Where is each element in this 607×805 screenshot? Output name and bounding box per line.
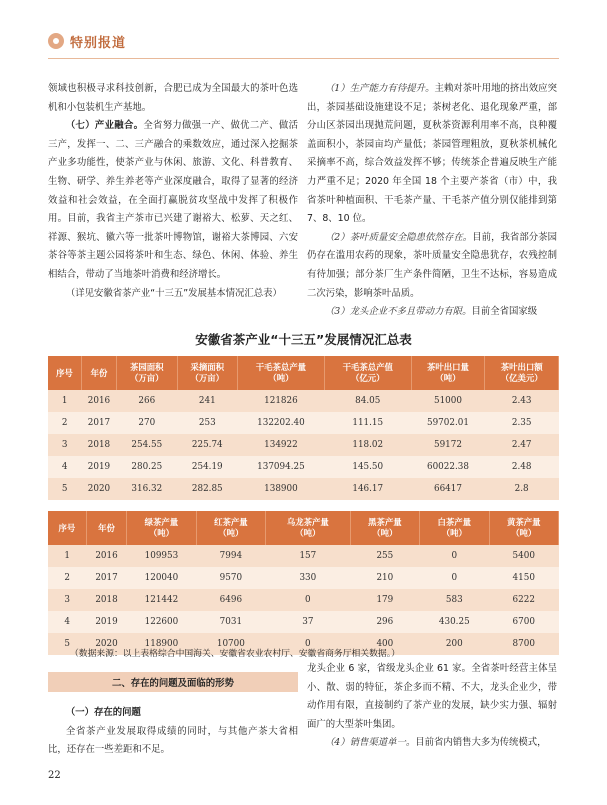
column-header: 茶叶出口额 （亿美元） [485, 356, 559, 390]
table-row [48, 611, 559, 633]
paragraph [307, 303, 557, 322]
table-cell: 7031 [196, 611, 265, 633]
paragraph-lead: （1）生产能力有待提升。 [324, 83, 435, 94]
paragraph [307, 734, 557, 753]
table-cell: 66417 [411, 478, 485, 500]
table-cell: 2020 [86, 633, 126, 655]
data-source-note: （数据来源：以上表格综合中国海关、安徽省农业农村厅、安徽省商务厅相关数据。） [70, 649, 400, 659]
header-divider [48, 58, 559, 59]
table-cell: 37 [266, 611, 351, 633]
table-cell: 0 [420, 567, 489, 589]
table-cell: 9570 [196, 567, 265, 589]
column-header: 序号 [48, 511, 86, 545]
table-cell: 145.50 [324, 456, 411, 478]
table-cell: 266 [117, 390, 177, 412]
table-cell: 316.32 [117, 478, 177, 500]
summary-table-production [48, 356, 559, 500]
table-cell: 296 [350, 611, 419, 633]
column-header: 年份 [86, 511, 126, 545]
table-cell: 0 [420, 545, 489, 567]
table-cell: 2016 [86, 545, 126, 567]
table-cell: 59172 [411, 434, 485, 456]
left-column [48, 80, 298, 303]
table-cell: 120040 [127, 567, 196, 589]
table-cell: 4 [48, 456, 81, 478]
paragraph-body: 全省努力做强一产、做优二产、做活三产，发挥一、二、三产融合的乘数效应，通过深入挖掘茶产业多功能性，使茶产业与休闲、旅游、文化、科普教育、生物、研学、养生养老等产业深度融合，取得了显著的经济效益和社会效益，在全面打赢脱贫攻坚战中发挥了积极作用。目前，我省主产茶市已兴建了谢裕大、松萝、天之红、祥源、猴坑、徽六等一批茶叶博物馆，谢裕大茶博园、六安茶谷等茶主题公园将茶叶和生态、绿色、休闲、体验、养生相结合，带动了当地茶叶消费和经济增长。 [48, 120, 298, 280]
table-cell: 200 [420, 633, 489, 655]
table-cell: 138900 [238, 478, 325, 500]
paragraph: （详见安徽省茶产业“十三五”发展基本情况汇总表） [65, 287, 282, 299]
table-cell: 2016 [81, 390, 116, 412]
column-header: 茶叶出口量 （吨） [411, 356, 485, 390]
column-header: 采摘面积 （万亩） [177, 356, 237, 390]
table-header-row [48, 356, 559, 390]
table-cell: 2017 [86, 567, 126, 589]
table-cell: 255 [350, 545, 419, 567]
table-cell: 253 [177, 412, 237, 434]
table-cell: 84.05 [324, 390, 411, 412]
bottom-right-column [307, 660, 557, 753]
table-cell: 121442 [127, 589, 196, 611]
table-cell: 2.43 [485, 390, 559, 412]
table-cell: 400 [350, 633, 419, 655]
section-heading: 二、存在的问题及面临的形势 [48, 672, 298, 692]
table-cell: 121826 [238, 390, 325, 412]
table-cell: 210 [350, 567, 419, 589]
column-header: 白茶产量 （吨） [420, 511, 489, 545]
table-cell: 2019 [81, 456, 116, 478]
table-cell: 0 [266, 589, 351, 611]
table-row [48, 567, 559, 589]
paragraph [48, 117, 298, 284]
table-cell: 330 [266, 567, 351, 589]
table-cell: 51000 [411, 390, 485, 412]
table-cell: 0 [266, 633, 351, 655]
table-cell: 1 [48, 390, 81, 412]
paragraph: 全省茶产业发展取得成绩的同时，与其他产茶大省相比，还存在一些差距和不足。 [48, 725, 298, 756]
column-header: 年份 [81, 356, 116, 390]
table-cell: 2 [48, 412, 81, 434]
table-cell: 146.17 [324, 478, 411, 500]
table-cell: 2020 [81, 478, 116, 500]
table-cell: 254.19 [177, 456, 237, 478]
table-cell: 60022.38 [411, 456, 485, 478]
paragraph [307, 229, 557, 303]
table-cell: 430.25 [420, 611, 489, 633]
table-cell: 118900 [127, 633, 196, 655]
table-cell: 2 [48, 567, 86, 589]
table-cell: 122600 [127, 611, 196, 633]
paragraph-lead: （七）产业融合。 [65, 120, 144, 132]
table-cell: 4 [48, 611, 86, 633]
summary-table-tea-types [48, 511, 559, 655]
table-cell: 2018 [81, 434, 116, 456]
table-cell: 282.85 [177, 478, 237, 500]
header-circle-icon [48, 33, 64, 49]
table-cell: 280.25 [117, 456, 177, 478]
column-header: 序号 [48, 356, 81, 390]
table-cell: 225.74 [177, 434, 237, 456]
table-cell: 179 [350, 589, 419, 611]
table-cell: 2.48 [485, 456, 559, 478]
table-cell: 10700 [196, 633, 265, 655]
paragraph: 领域也积极寻求科技创新，合肥已成为全国最大的茶叶色选机和小包装机生产基地。 [48, 83, 298, 113]
table-cell: 2019 [86, 611, 126, 633]
table-cell: 6700 [489, 611, 559, 633]
table-cell: 1 [48, 545, 86, 567]
column-header: 红茶产量 （吨） [196, 511, 265, 545]
table-cell: 111.15 [324, 412, 411, 434]
table-cell: 157 [266, 545, 351, 567]
table-cell: 6496 [196, 589, 265, 611]
table-cell: 59702.01 [411, 412, 485, 434]
table-cell: 6222 [489, 589, 559, 611]
table-row [48, 434, 559, 456]
page-number: 22 [48, 770, 61, 781]
table-cell: 109953 [127, 545, 196, 567]
table-cell: 132202.40 [238, 412, 325, 434]
column-header: 黄茶产量 （吨） [489, 511, 559, 545]
paragraph-body: 目前，我省部分茶园仍存在滥用农药的现象，茶叶质量安全隐患犹存，农残控制有待加强；部分茶厂生产条件简陋，卫生不达标，容易造成二次污染，影响茶叶品质。 [307, 231, 557, 299]
table-cell: 5 [48, 633, 86, 655]
table-cell: 118.02 [324, 434, 411, 456]
table-cell: 134922 [238, 434, 325, 456]
table-cell: 4150 [489, 567, 559, 589]
table-cell: 3 [48, 589, 86, 611]
table-cell: 2017 [81, 412, 116, 434]
paragraph-body: 主赖对茶叶用地的挤出效应突出，茶园基础设施建设不足；茶树老化、退化现象严重，部分山区茶园出现抛荒问题，夏秋茶资源利用率不高，良种覆盖面积小，茶园亩均产量低；茶园管理粗放，夏秋茶机械化采摘率不高，综合效益发挥不够；传统茶企普遍反映生产能力严重不足；2020 年全国 18 个主要产茶省（市）中，我省茶叶种植面积、干毛茶产量、干毛茶产值分别仅能排到第 7、8、10 位。 [307, 83, 557, 225]
table-cell: 5400 [489, 545, 559, 567]
section-title: 特别报道 [70, 35, 127, 51]
bottom-left-column [48, 704, 298, 760]
paragraph-lead: （3）龙头企业不多且带动力有限。 [324, 306, 472, 318]
table-title: 安徽省茶产业“十三五”发展情况汇总表 [195, 332, 412, 347]
right-column [307, 80, 557, 322]
table-row [48, 456, 559, 478]
table-row [48, 545, 559, 567]
table-cell: 254.55 [117, 434, 177, 456]
table-cell: 2.47 [485, 434, 559, 456]
table-cell: 3 [48, 434, 81, 456]
table-cell: 2018 [86, 589, 126, 611]
paragraph [307, 80, 557, 229]
paragraph: 龙头企业 6 家，省级龙头企业 61 家。全省茶叶经营主体呈小、散、弱的特征，茶企多而不精、不大，龙头企业少，带动作用有限，直接制约了茶产业的发展，缺少实力强、辐射面广的大型茶叶集团。 [307, 663, 557, 730]
table-row [48, 390, 559, 412]
table-cell: 2.35 [485, 412, 559, 434]
table-cell: 270 [117, 412, 177, 434]
column-header: 干毛茶总产量 （吨） [238, 356, 325, 390]
sub-heading: （一）存在的问题 [65, 707, 141, 718]
column-header: 茶园面积 （万亩） [117, 356, 177, 390]
paragraph-body: 目前省内销售大多为传统模式， [415, 737, 547, 749]
table-cell: 5 [48, 478, 81, 500]
table-cell: 8700 [489, 633, 559, 655]
table-cell: 241 [177, 390, 237, 412]
paragraph-body: 目前全省国家级 [471, 306, 538, 318]
table-cell: 7994 [196, 545, 265, 567]
column-header: 干毛茶总产值 （亿元） [324, 356, 411, 390]
table-row [48, 412, 559, 434]
paragraph-lead: （4）销售渠道单一。 [324, 737, 416, 749]
table-cell: 583 [420, 589, 489, 611]
table-row [48, 478, 559, 500]
page-header [48, 30, 126, 52]
column-header: 绿茶产量 （吨） [127, 511, 196, 545]
table-row [48, 589, 559, 611]
paragraph-lead: （2）茶叶质量安全隐患依然存在。 [324, 231, 473, 243]
column-header: 乌龙茶产量 （吨） [266, 511, 351, 545]
column-header: 黑茶产量 （吨） [350, 511, 419, 545]
table-header-row [48, 511, 559, 545]
table-cell: 137094.25 [238, 456, 325, 478]
table-cell: 2.8 [485, 478, 559, 500]
